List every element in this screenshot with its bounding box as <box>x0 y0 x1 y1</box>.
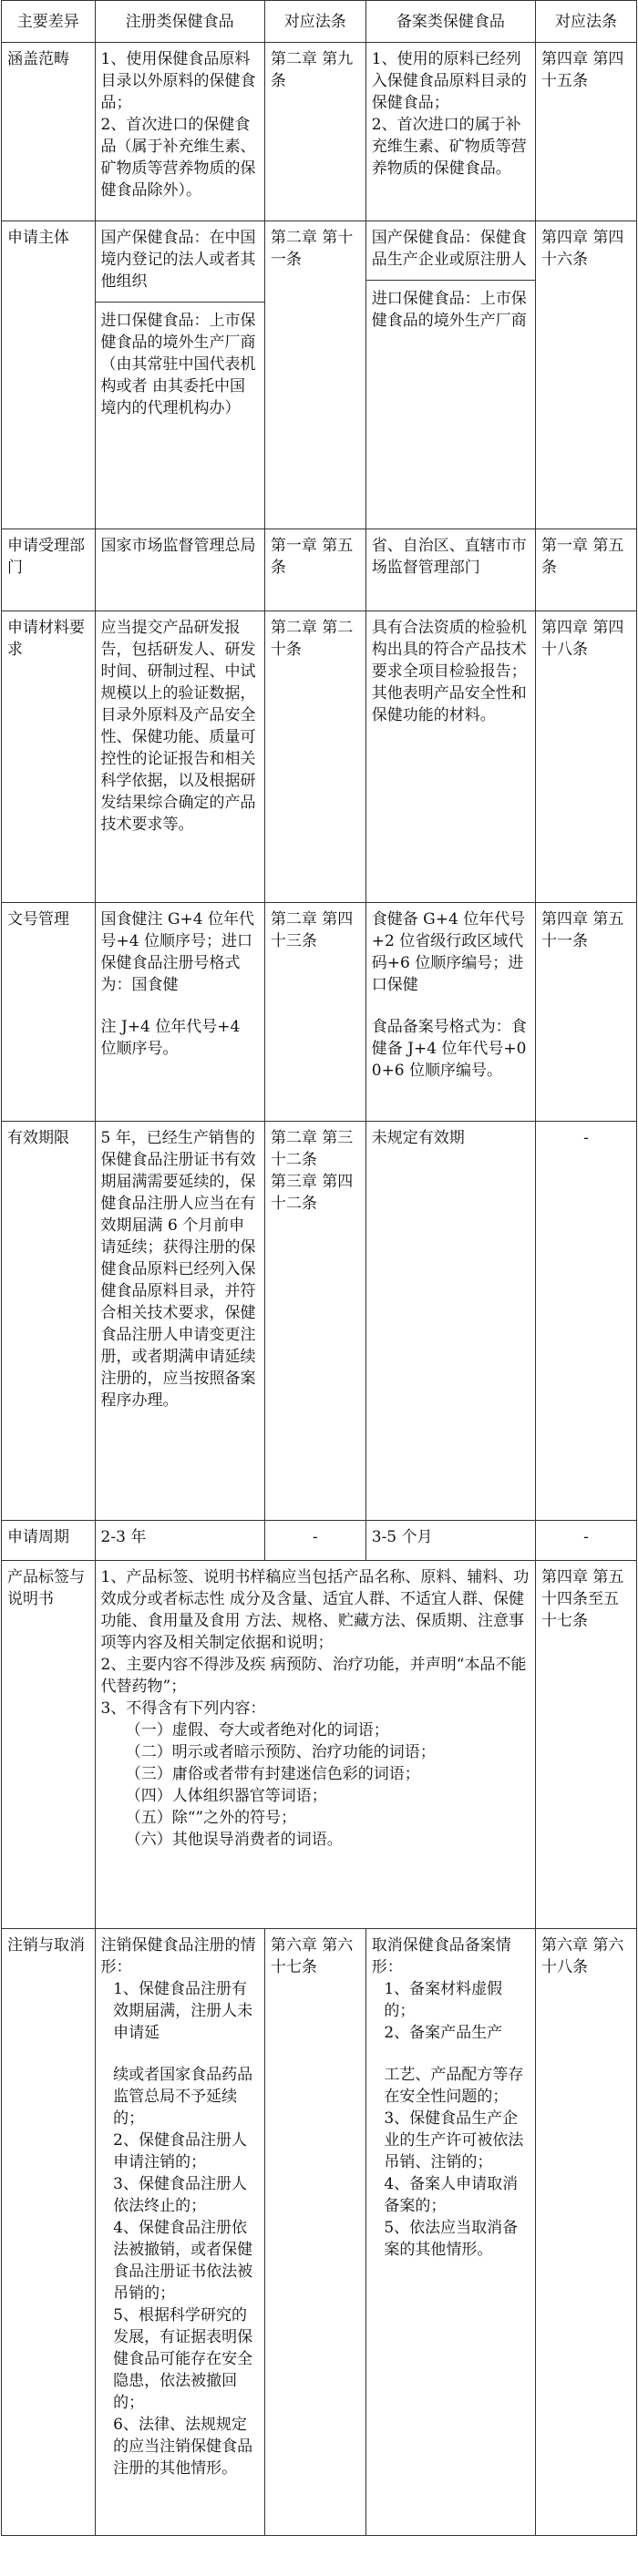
applicant-record-law: 第四章 第四十六条 <box>536 221 637 529</box>
cancel-rec-item-4: 4、备案人申请取消备案的； <box>384 2175 519 2215</box>
table-row-cancel <box>2 1929 637 2536</box>
row-label-number: 文号管理 <box>2 903 96 1122</box>
header-main-difference: 主要差异 <box>2 1 96 43</box>
scope-reg-item-1: 1、使用保健食品原料目录以外原料的保健食品； <box>100 50 256 112</box>
row-label-period: 申请周期 <box>2 1521 96 1561</box>
validity-record-law: - <box>536 1122 637 1521</box>
scope-registration-cell <box>95 43 264 221</box>
cancel-rec-item-1: 1、备案材料虚假的； <box>384 1980 503 2020</box>
cancel-reg-item-1a: 1、保健食品注册有效期届满，注册人未申请延 <box>113 1980 253 2042</box>
row-label-validity: 有效期限 <box>2 1122 96 1521</box>
labels-content-cell <box>95 1561 535 1929</box>
cancel-rec-item-2b: 工艺、产品配方等存在安全性问题的； <box>384 2066 524 2106</box>
row-label-applicant: 申请主体 <box>2 221 96 529</box>
period-record-law: - <box>536 1521 637 1561</box>
table-row-number <box>2 903 637 1122</box>
cancel-reg-item-3: 3、保健食品注册人依法终止的； <box>113 2175 247 2215</box>
row-label-scope: 涵盖范畴 <box>2 43 96 221</box>
materials-record-cell: 具有合法资质的检验机构出具的符合产品技术要求全项目检验报告；其他表明产品安全性和保健功能的材料。 <box>365 611 535 903</box>
scope-registration-law: 第二章 第九条 <box>264 43 365 221</box>
labels-item-1: 1、产品标签、说明书样稿应当包括产品名称、原料、辅料、功效成分或者标志性 成分及含量、适宜人群、不适宜人群、保健功能、食用量及食用 方法、规格、贮藏方法、保质期、注意事项等内容及相关制定依据和说明； <box>100 1568 530 1652</box>
table-row-applicant <box>2 221 637 529</box>
table-row-dept <box>2 529 637 611</box>
labels-subitem-2: （二）明示或者暗示预防、治疗功能的词语； <box>125 1743 436 1761</box>
table-row-period <box>2 1521 637 1561</box>
labels-subitem-3: （三）庸俗或者带有封建迷信色彩的词语； <box>125 1765 420 1783</box>
row-label-cancel: 注销与取消 <box>2 1929 96 2536</box>
table-row-materials <box>2 611 637 903</box>
period-registration-cell: 2-3 年 <box>95 1521 264 1561</box>
dept-record-law: 第一章 第五条 <box>536 529 637 611</box>
dept-registration-cell: 国家市场监督管理总局 <box>95 529 264 611</box>
cancel-rec-intro: 取消保健食品备案情形： <box>371 1936 511 1976</box>
cancel-registration-law: 第六章 第六十七条 <box>264 1929 365 2536</box>
cancel-record-cell <box>365 1929 535 2536</box>
validity-reg-law-2: 第三章 第四十二条 <box>270 1173 354 1213</box>
validity-reg-law-1: 第二章 第三十二条 <box>270 1129 354 1169</box>
cancel-reg-item-5: 5、根据科学研究的发展，有证据表明保健食品可能存在安全隐患，依法被撤回的； <box>113 2306 253 2412</box>
table-row-validity <box>2 1122 637 1521</box>
labels-item-3: 3、不得含有下列内容： <box>100 1699 266 1718</box>
number-registration-cell <box>95 903 264 1122</box>
cancel-reg-item-2: 2、保健食品注册人申请注销的； <box>113 2131 247 2171</box>
labels-law: 第四章 第五十四条至五十七条 <box>536 1561 637 1929</box>
validity-registration-law <box>264 1122 365 1521</box>
number-reg-part-1: 国食健注 G+4 位年代号+4 位顺序号；进口保健食品注册号格式为：国食健 <box>100 910 254 994</box>
applicant-rec-import: 进口保健食品：上市保健食品的境外生产厂商 <box>371 290 527 330</box>
cancel-reg-item-1b: 续或者国家食品药品监管总局不予延续的； <box>113 2066 253 2128</box>
header-registration-food: 注册类保健食品 <box>95 1 264 43</box>
materials-registration-law: 第二章 第二十条 <box>264 611 365 903</box>
cancel-reg-intro: 注销保健食品注册的情形： <box>100 1936 256 1976</box>
applicant-registration-law: 第二章 第十一条 <box>264 221 365 529</box>
validity-registration-cell: 5 年，已经生产销售的保健食品注册证书有效期届满需要延续的，保健食品注册人应当在有效期届满 6 个月前申请延续；获得注册的保健食品原料已经列入保健食品原料目录，并符合相关技术要求，保健食品注册人申请变更注册，或者期满申请延续注册的，应当按照备案程序办理。 <box>95 1122 264 1521</box>
materials-registration-cell: 应当提交产品研发报告，包括研发人、研发时间、研制过程、中试规模以上的验证数据，目录外原料及产品安全性、保健功能、质量可控性的论证报告和相关科学依据，以及根据研发结果综合确定的产品技术要求等。 <box>95 611 264 903</box>
materials-record-law: 第四章 第四十八条 <box>536 611 637 903</box>
labels-item-2: 2、主要内容不得涉及疾 病预防、治疗功能，并声明“本品不能代替药物”； <box>100 1656 527 1696</box>
number-registration-law: 第二章 第四十三条 <box>264 903 365 1122</box>
table-row-scope <box>2 43 637 221</box>
period-registration-law: - <box>264 1521 365 1561</box>
applicant-rec-divider <box>366 280 535 281</box>
cancel-rec-item-5: 5、依法应当取消备案的其他情形。 <box>384 2219 519 2259</box>
applicant-reg-domestic: 国产保健食品：在中国境内登记的法人或者其他组织 <box>100 229 256 291</box>
table-header-row <box>2 1 637 43</box>
cancel-record-law: 第六章 第六十八条 <box>536 1929 637 2536</box>
scope-rec-item-2: 2、首次进口的属于补充维生素、矿物质等营养物质的保健食品。 <box>371 116 527 178</box>
validity-record-cell: 未规定有效期 <box>365 1122 535 1521</box>
applicant-reg-divider <box>96 302 264 303</box>
applicant-reg-import: 进口保健食品：上市保健食品的境外生产厂商（由其常驻中国代表机构或者 由其委托中国境内的代理机构办） <box>100 312 256 417</box>
comparison-table <box>1 0 637 2536</box>
dept-registration-law: 第一章 第五条 <box>264 529 365 611</box>
period-record-cell: 3-5 个月 <box>365 1521 535 1561</box>
cancel-rec-item-3: 3、保健食品生产企业的生产许可被依法吊销、注销的； <box>384 2109 524 2171</box>
cancel-reg-item-4: 4、保健食品注册依法被撤销，或者保健食品注册证书依法被吊销的； <box>113 2219 253 2303</box>
table-row-labels <box>2 1561 637 1929</box>
labels-subitem-6: （六）其他误导消费者的词语。 <box>125 1831 343 1849</box>
labels-subitem-5: （五）除“”之外的符号； <box>125 1809 297 1827</box>
scope-record-law: 第四章 第四十五条 <box>536 43 637 221</box>
header-record-law: 对应法条 <box>536 1 637 43</box>
number-rec-part-1: 食健备 G+4 位年代号+2 位省级行政区域代码+6 位顺序编号；进口保健 <box>371 910 526 994</box>
number-reg-part-2: 注 J+4 位年代号+4 位顺序号。 <box>100 1018 241 1058</box>
cancel-rec-item-2a: 2、备案产品生产 <box>384 2024 503 2042</box>
scope-reg-item-2: 2、首次进口的保健食品（属于补充维生素、矿物质等营养物质的保健食品除外）。 <box>100 116 256 200</box>
labels-subitem-4: （四）人体组织器官等词语； <box>125 1787 327 1805</box>
row-label-materials: 申请材料要求 <box>2 611 96 903</box>
cancel-registration-cell <box>95 1929 264 2536</box>
applicant-registration-cell <box>95 221 264 529</box>
applicant-record-cell <box>365 221 535 529</box>
cancel-reg-item-6: 6、法律、法规规定的应当注销保健食品注册的其他情形。 <box>113 2416 253 2478</box>
labels-subitem-1: （一）虚假、夸大或者绝对化的词语； <box>125 1721 389 1740</box>
scope-record-cell <box>365 43 535 221</box>
number-record-cell <box>365 903 535 1122</box>
header-record-food: 备案类保健食品 <box>365 1 535 43</box>
row-label-labels: 产品标签与说明书 <box>2 1561 96 1929</box>
scope-rec-item-1: 1、使用的原料已经列入保健食品原料目录的保健食品； <box>371 50 527 112</box>
row-label-dept: 申请受理部门 <box>2 529 96 611</box>
applicant-rec-domestic: 国产保健食品：保健食品生产企业或原注册人 <box>371 229 527 269</box>
number-record-law: 第四章 第五十一条 <box>536 903 637 1122</box>
dept-record-cell: 省、自治区、直辖市市场监督管理部门 <box>365 529 535 611</box>
header-registration-law: 对应法条 <box>264 1 365 43</box>
number-rec-part-2: 食品备案号格式为：食健备 J+4 位年代号+00+6 位顺序编号。 <box>371 1018 527 1080</box>
